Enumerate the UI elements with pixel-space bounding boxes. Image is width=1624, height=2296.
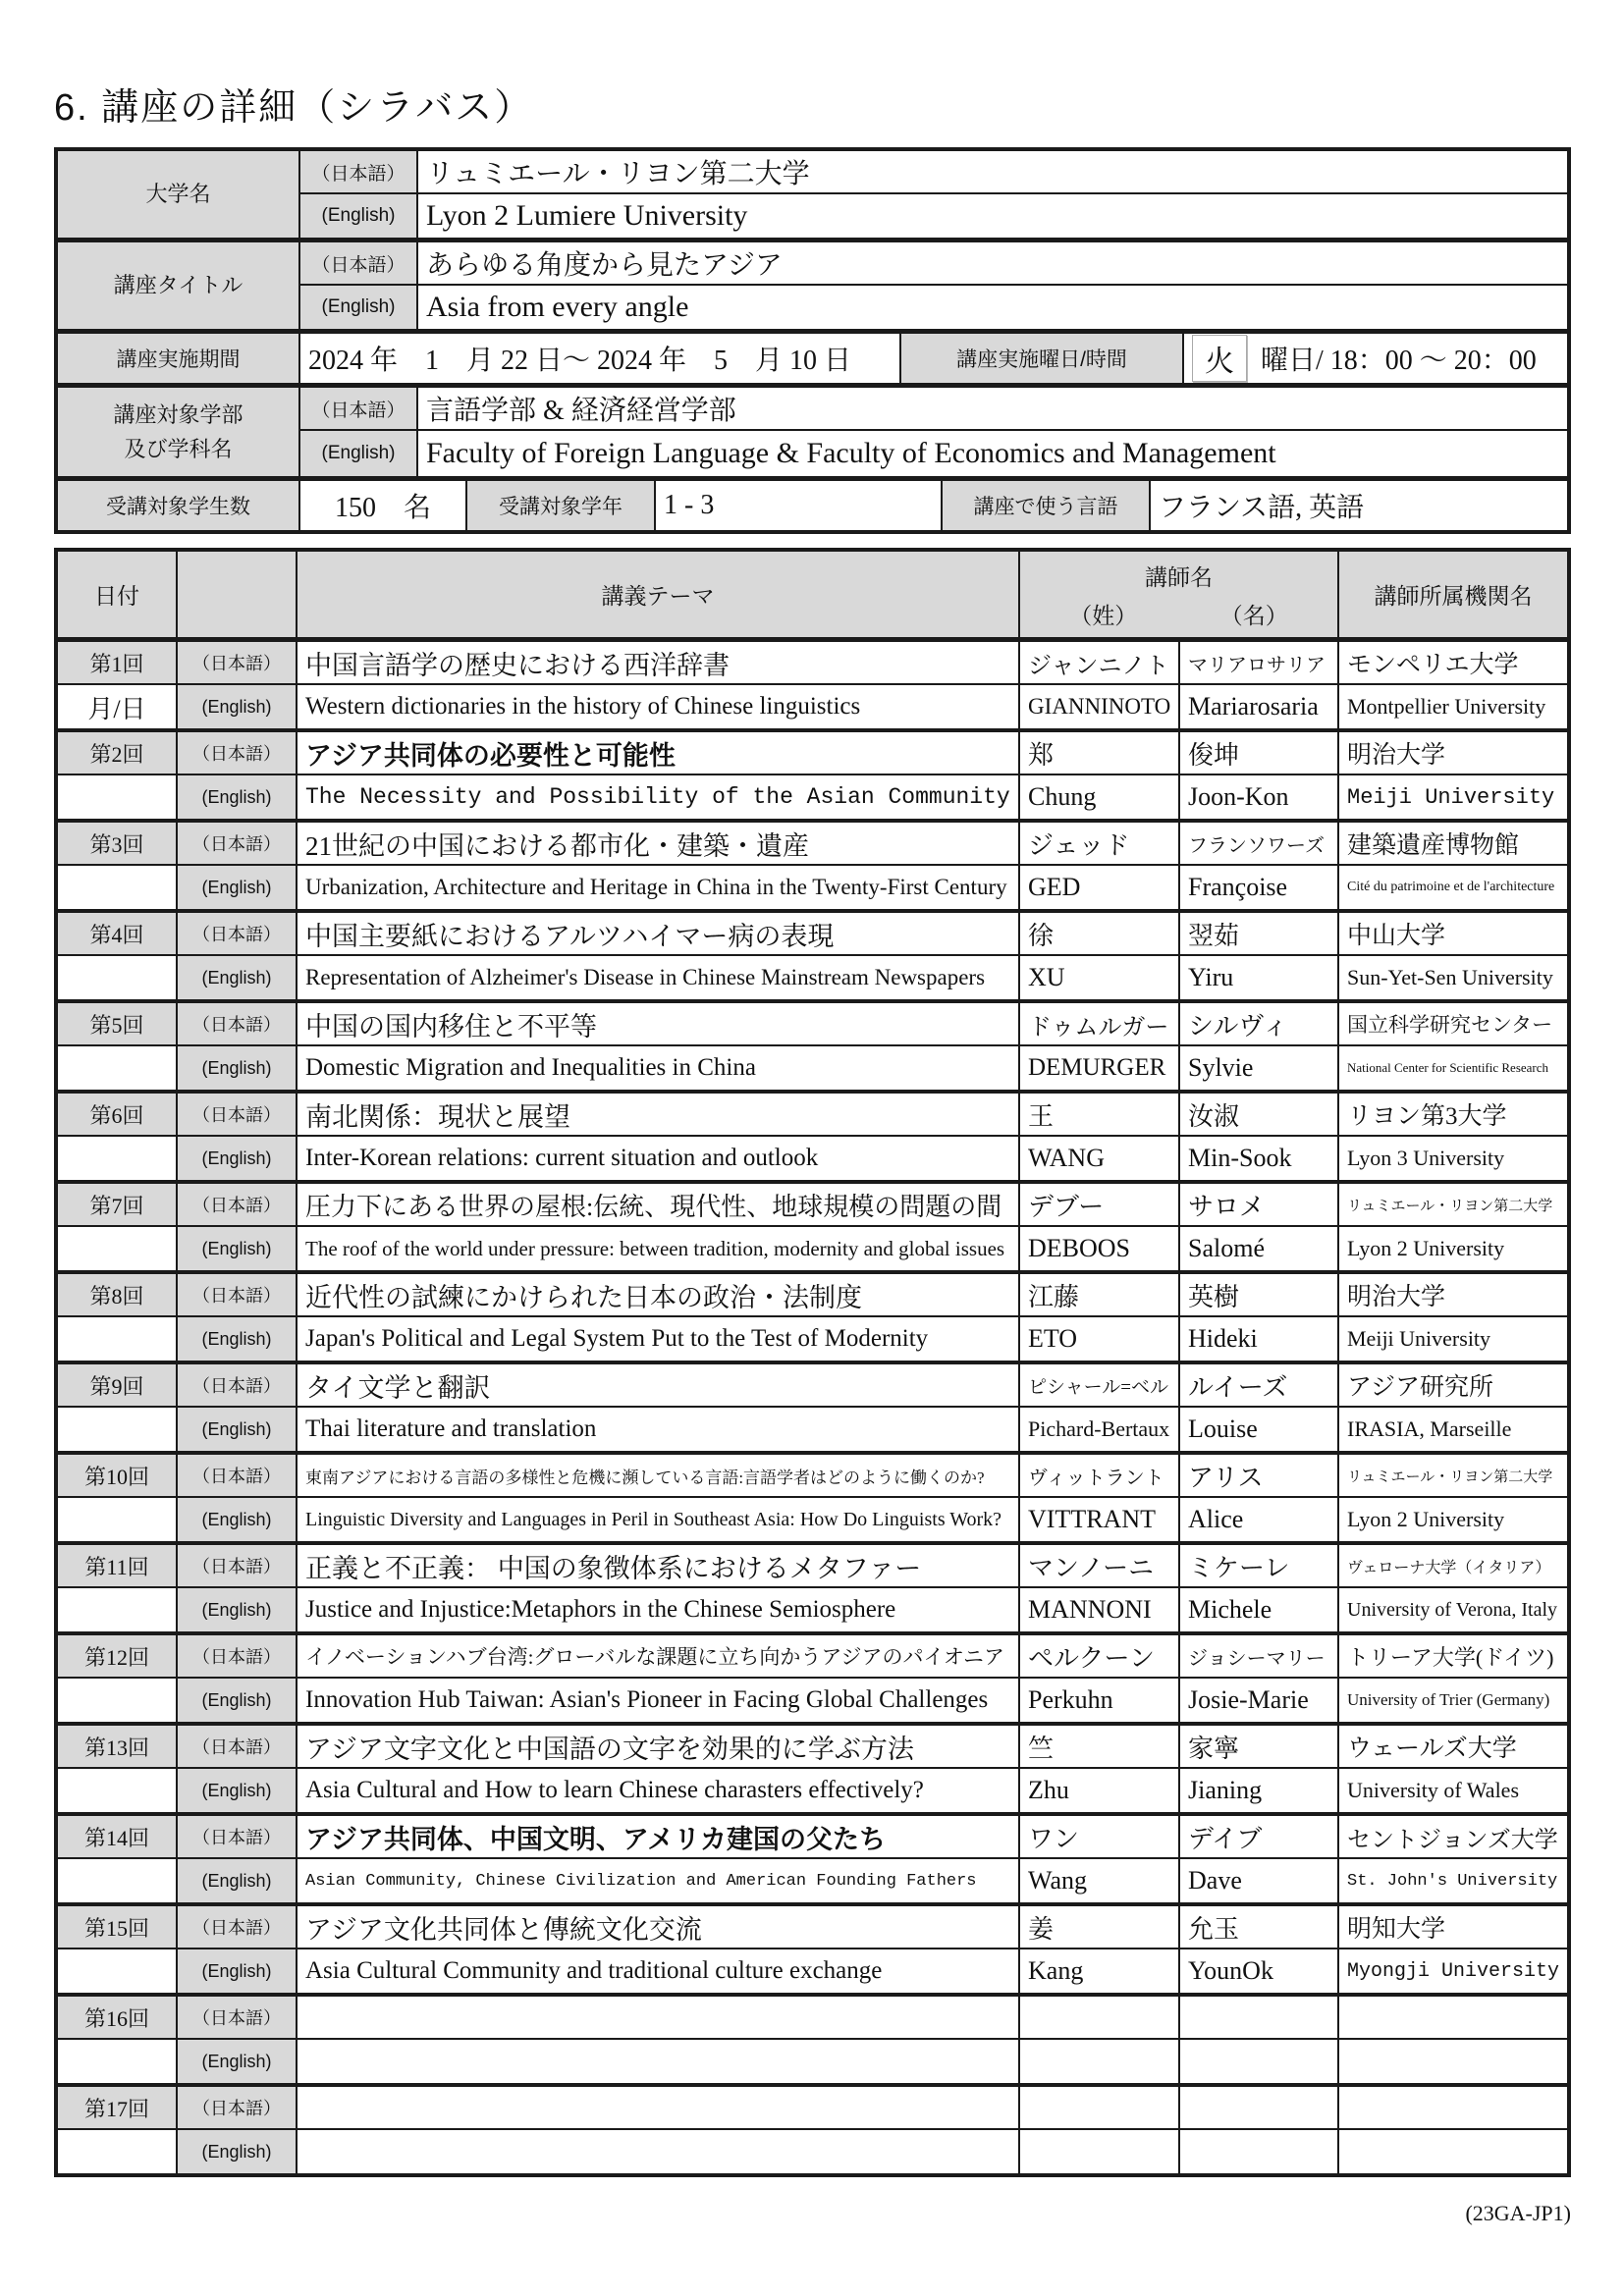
theme-ja: 東南アジアにおける言語の多様性と危機に瀕している言語:言語学者はどのように働くのか? <box>298 1455 1020 1496</box>
lang-label-en: (English) <box>178 866 298 909</box>
theme-en: Asia Cultural and How to learn Chinese charasters effectively? <box>298 1769 1020 1812</box>
date-note <box>58 956 178 999</box>
lang-label-en: (English) <box>178 1227 298 1270</box>
course-title-label: 講座タイトル <box>58 242 300 329</box>
session-number: 第4回 <box>58 913 178 954</box>
lang-label-en: (English) <box>178 1859 298 1902</box>
surname-ja: ジェッド <box>1020 823 1180 864</box>
surname-ja: デブー <box>1020 1184 1180 1225</box>
surname-label: （姓） <box>1069 603 1138 628</box>
given-name-ja: 允玉 <box>1180 1906 1339 1948</box>
session-number: 第9回 <box>58 1364 178 1406</box>
given-name-en: Michele <box>1180 1588 1339 1631</box>
grade-label: 受講対象学年 <box>467 481 656 530</box>
lang-label-en: (English) <box>300 286 418 329</box>
theme-en: Inter-Korean relations: current situation and outlook <box>298 1137 1020 1180</box>
surname-en: XU <box>1020 956 1180 999</box>
lang-label-en: (English) <box>300 194 418 238</box>
surname-ja <box>1020 2087 1180 2128</box>
university-name-en: Lyon 2 Lumiere University <box>426 199 748 232</box>
lang-label-ja: （日本語） <box>300 151 418 194</box>
given-name-en: Yiru <box>1180 956 1339 999</box>
lang-label-ja: （日本語） <box>178 1906 298 1948</box>
university-name-ja: リュミエール・リヨン第二大学 <box>418 151 1567 194</box>
given-name-ja: 家寧 <box>1180 1726 1339 1767</box>
theme-ja: アジア共同体の必要性と可能性 <box>298 732 1020 774</box>
schedule-row <box>58 732 1567 823</box>
organization-en: University of Trier (Germany) <box>1347 1690 1550 1709</box>
given-name-en <box>1180 2130 1339 2173</box>
date-note <box>58 1137 178 1180</box>
date-note <box>58 1859 178 1902</box>
theme-en: Innovation Hub Taiwan: Asian's Pioneer in Facing Global Challenges <box>298 1679 1020 1722</box>
surname-ja: ジャンニノト <box>1020 642 1180 683</box>
date-note <box>58 1046 178 1090</box>
university-row <box>58 151 1567 242</box>
given-name-en: Min-Sook <box>1180 1137 1339 1180</box>
session-number: 第15回 <box>58 1906 178 1948</box>
document-code: (23GA-JP1) <box>1465 2201 1571 2225</box>
student-count-value: 150 名 <box>300 481 467 530</box>
date-note <box>58 2130 178 2173</box>
theme-en: The Necessity and Possibility of the Asian Community <box>298 775 1020 819</box>
lang-label-ja: （日本語） <box>178 1184 298 1225</box>
organization-ja: リヨン第3大学 <box>1347 1103 1507 1130</box>
schedule-row <box>58 1184 1567 1274</box>
surname-ja: 竺 <box>1020 1726 1180 1767</box>
students-row <box>58 481 1567 530</box>
faculty-en: Faculty of Foreign Language & Faculty of Economics and Management <box>426 437 1276 469</box>
given-name-en: YounOk <box>1180 1949 1339 1993</box>
date-note <box>58 1227 178 1270</box>
surname-ja: ドゥムルガー <box>1020 1003 1180 1044</box>
session-number: 第5回 <box>58 1003 178 1044</box>
organization-en <box>1339 2130 1567 2173</box>
organization-en: Meiji University <box>1347 784 1555 810</box>
given-name-en: Sylvie <box>1180 1046 1339 1090</box>
theme-en: Asian Community, Chinese Civilization and American Founding Fathers <box>298 1859 1020 1902</box>
date-note <box>58 1769 178 1812</box>
organization-en: IRASIA, Marseille <box>1347 1416 1512 1441</box>
session-number: 第1回 <box>58 642 178 683</box>
col-header-organization: 講師所属機関名 <box>1374 584 1533 609</box>
schedule-header <box>58 552 1567 642</box>
session-number: 第7回 <box>58 1184 178 1225</box>
given-name-ja: 英樹 <box>1180 1274 1339 1315</box>
organization-en: University of Verona, Italy <box>1347 1598 1558 1621</box>
course-title-ja: あらゆる角度から見たアジア <box>418 242 1567 286</box>
surname-ja: 江藤 <box>1020 1274 1180 1315</box>
weekday-time-label: 講座実施曜日/時間 <box>901 334 1184 383</box>
theme-en: Western dictionaries in the history of Chinese linguistics <box>298 685 1020 728</box>
lang-label-ja: （日本語） <box>178 642 298 683</box>
theme-ja: 近代性の試練にかけられた日本の政治・法制度 <box>298 1274 1020 1315</box>
schedule-row <box>58 642 1567 732</box>
theme-en: Representation of Alzheimer's Disease in Chinese Mainstream Newspapers <box>298 956 1020 999</box>
theme-ja: アジア文化共同体と傳統文化交流 <box>298 1906 1020 1948</box>
organization-en: Lyon 3 University <box>1347 1146 1505 1170</box>
time-value: 曜日/ 18：00 ～ 20：00 <box>1261 346 1537 376</box>
surname-ja: 王 <box>1020 1094 1180 1135</box>
date-note <box>58 1949 178 1993</box>
organization-en: Cité du patrimoine et de l'architecture <box>1347 880 1555 894</box>
surname-ja: 郑 <box>1020 732 1180 774</box>
lang-label-ja: （日本語） <box>178 1274 298 1315</box>
given-name-ja <box>1180 1997 1339 2038</box>
given-name-en: Louise <box>1180 1408 1339 1451</box>
surname-en: DEBOOS <box>1020 1227 1180 1270</box>
theme-en: Thai literature and translation <box>298 1408 1020 1451</box>
surname-ja: ピシャール=ベル <box>1020 1364 1180 1406</box>
theme-en: Urbanization, Architecture and Heritage in China in the Twenty-First Century <box>298 866 1020 909</box>
theme-en: Linguistic Diversity and Languages in Peril in Southeast Asia: How Do Linguists Work? <box>298 1498 1020 1541</box>
course-title-en: Asia from every angle <box>426 291 689 323</box>
lecturer-name-label: 講師名 <box>1145 564 1213 590</box>
lang-label-ja: （日本語） <box>178 732 298 774</box>
lang-label-en: (English) <box>178 1769 298 1812</box>
surname-ja: ペルクーン <box>1020 1635 1180 1677</box>
date-note <box>58 775 178 819</box>
organization-ja: ウェールズ大学 <box>1347 1735 1517 1762</box>
theme-ja: 中国の国内移住と不平等 <box>298 1003 1020 1044</box>
lang-label-en: (English) <box>178 1679 298 1722</box>
schedule-body <box>58 642 1567 2173</box>
lang-label-en: (English) <box>178 956 298 999</box>
lang-label-ja: （日本語） <box>178 1545 298 1586</box>
faculty-ja: 言語学部 & 経済経営学部 <box>418 388 1567 431</box>
col-header-date: 日付 <box>58 552 178 637</box>
theme-ja: 正義と不正義： 中国の象徴体系におけるメタファー <box>298 1545 1020 1586</box>
surname-en: Pichard-Bertaux <box>1020 1408 1180 1451</box>
lang-label-en: (English) <box>178 1408 298 1451</box>
given-name-en: Hideki <box>1180 1317 1339 1361</box>
given-name-en <box>1180 2040 1339 2083</box>
given-name-en: Dave <box>1180 1859 1339 1902</box>
organization-en: St. John's University <box>1347 1871 1558 1891</box>
organization-ja: ヴェローナ大学（イタリア） <box>1347 1559 1551 1576</box>
given-name-ja <box>1180 2087 1339 2128</box>
surname-ja: 姜 <box>1020 1906 1180 1948</box>
surname-en: ETO <box>1020 1317 1180 1361</box>
given-name-ja: 翌茹 <box>1180 913 1339 954</box>
schedule-row <box>58 1997 1567 2087</box>
course-info-table <box>54 147 1571 534</box>
session-number: 第17回 <box>58 2087 178 2128</box>
given-name-label: （名） <box>1219 603 1288 628</box>
period-label: 講座実施期間 <box>58 334 300 383</box>
surname-en: Zhu <box>1020 1769 1180 1812</box>
given-name-ja: マリアロサリア <box>1180 642 1339 683</box>
lang-label-ja: （日本語） <box>178 913 298 954</box>
given-name-ja: サロメ <box>1180 1184 1339 1225</box>
given-name-en: Salomé <box>1180 1227 1339 1270</box>
session-number: 第10回 <box>58 1455 178 1496</box>
surname-en <box>1020 2040 1180 2083</box>
schedule-row <box>58 1545 1567 1635</box>
lang-label-ja: （日本語） <box>178 2087 298 2128</box>
date-note <box>58 2040 178 2083</box>
surname-ja: ワン <box>1020 1816 1180 1857</box>
lang-label-ja: （日本語） <box>178 823 298 864</box>
theme-ja <box>298 1997 1020 2038</box>
lang-label-en: (English) <box>178 775 298 819</box>
given-name-en: Mariarosaria <box>1180 685 1339 728</box>
organization-en: Sun-Yet-Sen University <box>1347 965 1553 989</box>
lang-label-ja: （日本語） <box>178 1364 298 1406</box>
surname-en: Perkuhn <box>1020 1679 1180 1722</box>
lang-label-en: (English) <box>178 1137 298 1180</box>
lang-label-en: (English) <box>178 1317 298 1361</box>
organization-ja: リュミエール・リヨン第二大学 <box>1347 1198 1553 1214</box>
surname-en: Kang <box>1020 1949 1180 1993</box>
faculty-row <box>58 388 1567 481</box>
weekday-value: 火 <box>1192 335 1247 382</box>
theme-ja: 圧力下にある世界の屋根:伝統、現代性、地球規模の問題の間 <box>298 1184 1020 1225</box>
lang-label-ja: （日本語） <box>178 1816 298 1857</box>
lang-label-ja: （日本語） <box>178 1003 298 1044</box>
lang-label-en: (English) <box>178 2130 298 2173</box>
surname-ja: ヴィットラント <box>1020 1455 1180 1496</box>
session-number: 第2回 <box>58 732 178 774</box>
schedule-row <box>58 1274 1567 1364</box>
given-name-en: Joon-Kon <box>1180 775 1339 819</box>
session-number: 第8回 <box>58 1274 178 1315</box>
theme-ja: タイ文学と翻訳 <box>298 1364 1020 1406</box>
lang-label-ja: （日本語） <box>178 1635 298 1677</box>
theme-en: Asia Cultural Community and traditional culture exchange <box>298 1949 1020 1993</box>
date-note <box>58 1498 178 1541</box>
schedule-row <box>58 1906 1567 1997</box>
organization-ja: 国立科学研究センター <box>1347 1013 1553 1037</box>
col-header-lecturer <box>1020 552 1339 637</box>
lang-label-ja: （日本語） <box>178 1455 298 1496</box>
schedule-row <box>58 1455 1567 1545</box>
theme-ja: 中国言語学の歴史における西洋辞書 <box>298 642 1020 683</box>
lang-label-en: (English) <box>178 1949 298 1993</box>
organization-en: Lyon 2 University <box>1347 1507 1505 1531</box>
language-value: フランス語, 英語 <box>1159 493 1365 523</box>
theme-en: Domestic Migration and Inequalities in China <box>298 1046 1020 1090</box>
lang-label-ja: （日本語） <box>178 1094 298 1135</box>
session-number: 第6回 <box>58 1094 178 1135</box>
organization-en: National Center for Scientific Research <box>1347 1060 1549 1075</box>
given-name-ja: 俊坤 <box>1180 732 1339 774</box>
schedule-row <box>58 1003 1567 1094</box>
lang-label-en: (English) <box>178 685 298 728</box>
given-name-ja: デイブ <box>1180 1816 1339 1857</box>
schedule-row <box>58 1094 1567 1184</box>
surname-en: GED <box>1020 866 1180 909</box>
lang-label-ja: （日本語） <box>300 242 418 286</box>
given-name-ja: ジョシーマリー <box>1180 1635 1339 1677</box>
schedule-row <box>58 913 1567 1003</box>
lang-label-en: (English) <box>300 431 418 476</box>
organization-ja <box>1339 1997 1567 2038</box>
period-row <box>58 334 1567 388</box>
theme-ja: イノベーションハブ台湾:グローバルな課題に立ち向かうアジアのパイオニア <box>298 1635 1020 1677</box>
given-name-en: Alice <box>1180 1498 1339 1541</box>
lang-label-ja: （日本語） <box>178 1997 298 2038</box>
theme-en <box>298 2040 1020 2083</box>
surname-ja <box>1020 1997 1180 2038</box>
course-title-row <box>58 242 1567 334</box>
theme-ja: 南北関係：現状と展望 <box>298 1094 1020 1135</box>
organization-ja: モンペリエ大学 <box>1347 652 1519 678</box>
theme-ja: 中国主要紙におけるアルツハイマー病の表現 <box>298 913 1020 954</box>
period-value: 2024 年 1 月 22 日～ 2024 年 5 月 10 日 <box>300 334 901 383</box>
given-name-ja: 汝淑 <box>1180 1094 1339 1135</box>
page-title: 6. 講座の詳細（シラバス） <box>54 87 534 129</box>
schedule-row <box>58 1364 1567 1455</box>
organization-ja: 建築遺産博物館 <box>1347 832 1520 859</box>
date-note <box>58 1408 178 1451</box>
lang-label-ja: （日本語） <box>178 1726 298 1767</box>
date-note <box>58 1588 178 1631</box>
surname-en: VITTRANT <box>1020 1498 1180 1541</box>
session-number: 第11回 <box>58 1545 178 1586</box>
schedule-row <box>58 2087 1567 2173</box>
col-header-blank <box>178 552 298 637</box>
session-number: 第3回 <box>58 823 178 864</box>
given-name-ja: フランソワーズ <box>1180 823 1339 864</box>
session-number: 第16回 <box>58 1997 178 2038</box>
surname-en: WANG <box>1020 1137 1180 1180</box>
organization-ja: トリーア大学(ドイツ) <box>1347 1644 1554 1670</box>
organization-ja: リュミエール・リヨン第二大学 <box>1347 1468 1553 1485</box>
session-number: 第12回 <box>58 1635 178 1677</box>
surname-en: DEMURGER <box>1020 1046 1180 1090</box>
organization-en: Lyon 2 University <box>1347 1236 1505 1260</box>
schedule-table <box>54 548 1571 2177</box>
surname-en: Chung <box>1020 775 1180 819</box>
schedule-row <box>58 1816 1567 1906</box>
surname-en <box>1020 2130 1180 2173</box>
given-name-en: Jianing <box>1180 1769 1339 1812</box>
organization-en: Myongji University <box>1347 1959 1560 1983</box>
surname-en: GIANNINOTO <box>1020 685 1180 728</box>
organization-en: Montpellier University <box>1347 694 1546 719</box>
student-count-label: 受講対象学生数 <box>58 481 300 530</box>
lang-label-en: (English) <box>178 1046 298 1090</box>
theme-en: The roof of the world under pressure: between tradition, modernity and global issues <box>298 1227 1020 1270</box>
theme-ja <box>298 2087 1020 2128</box>
theme-en: Japan's Political and Legal System Put to the Test of Modernity <box>298 1317 1020 1361</box>
theme-en <box>298 2130 1020 2173</box>
organization-ja: セントジョンズ大学 <box>1347 1827 1558 1853</box>
organization-en: Meiji University <box>1347 1326 1491 1351</box>
given-name-en: Josie-Marie <box>1180 1679 1339 1722</box>
faculty-label: 講座対象学部 及び学科名 <box>58 388 300 476</box>
organization-ja: 中山大学 <box>1347 923 1446 949</box>
organization-ja: 明治大学 <box>1347 1284 1446 1310</box>
surname-ja: 徐 <box>1020 913 1180 954</box>
schedule-row <box>58 823 1567 913</box>
theme-ja: アジア共同体、中国文明、アメリカ建国の父たち <box>298 1816 1020 1857</box>
theme-en: Justice and Injustice:Metaphors in the Chinese Semiosphere <box>298 1588 1020 1631</box>
organization-ja: アジア研究所 <box>1347 1374 1494 1401</box>
given-name-ja: ミケーレ <box>1180 1545 1339 1586</box>
date-note <box>58 866 178 909</box>
lang-label-en: (English) <box>178 1588 298 1631</box>
date-note <box>58 1679 178 1722</box>
organization-ja: 明知大学 <box>1347 1916 1446 1943</box>
date-note: 月/日 <box>58 685 178 728</box>
given-name-ja: ルイーズ <box>1180 1364 1339 1406</box>
lang-label-en: (English) <box>178 1498 298 1541</box>
organization-en <box>1339 2040 1567 2083</box>
session-number: 第13回 <box>58 1726 178 1767</box>
university-label: 大学名 <box>58 151 300 238</box>
surname-ja: マンノーニ <box>1020 1545 1180 1586</box>
surname-en: MANNONI <box>1020 1588 1180 1631</box>
given-name-ja: アリス <box>1180 1455 1339 1496</box>
schedule-row <box>58 1635 1567 1726</box>
organization-en: University of Wales <box>1347 1778 1520 1802</box>
given-name-en: Françoise <box>1180 866 1339 909</box>
theme-ja: 21世紀の中国における都市化・建築・遺産 <box>298 823 1020 864</box>
date-note <box>58 1317 178 1361</box>
lang-label-en: (English) <box>178 2040 298 2083</box>
lang-label-ja: （日本語） <box>300 388 418 431</box>
organization-ja <box>1339 2087 1567 2128</box>
schedule-row <box>58 1726 1567 1816</box>
organization-ja: 明治大学 <box>1347 742 1446 769</box>
col-header-theme: 講義テーマ <box>298 552 1020 637</box>
session-number: 第14回 <box>58 1816 178 1857</box>
weekday-time-value <box>1184 334 1567 383</box>
language-label: 講座で使う言語 <box>943 481 1151 530</box>
given-name-ja: シルヴィ <box>1180 1003 1339 1044</box>
theme-ja: アジア文字文化と中国語の文字を効果的に学ぶ方法 <box>298 1726 1020 1767</box>
grade-value: 1 - 3 <box>656 481 943 530</box>
surname-en: Wang <box>1020 1859 1180 1902</box>
